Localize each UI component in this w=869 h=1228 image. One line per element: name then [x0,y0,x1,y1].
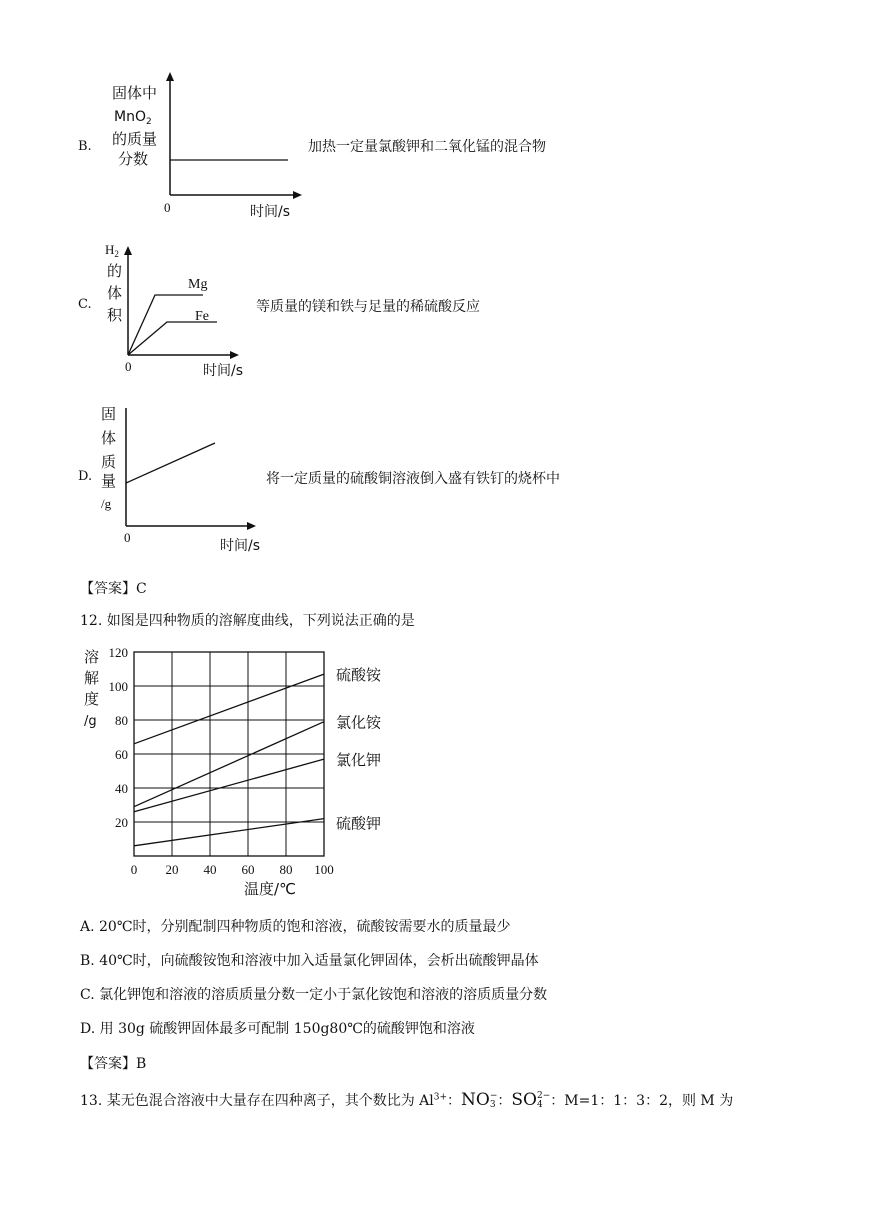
option-d-ylabel-4: 量 [101,472,117,490]
nitrate-ion: NO − 3 [461,1090,498,1110]
option-b-y-arrow [166,72,174,81]
chart-y-axis-label [84,648,99,729]
option-c-y-arrow [124,246,132,255]
chart-y-label-part-1: 解 [84,669,100,687]
chart-x-tick-0: 0 [130,862,138,877]
chart-y-label-part-2: 度 [84,690,100,708]
chart-series-line-1 [134,722,324,807]
chart-series-line-3 [134,819,324,846]
option-b-ylabel-3: 的质量 [112,130,158,148]
option-c-x-arrow [230,351,239,359]
chart-series-names [336,666,382,833]
chart-y-tick-1: 40 [115,781,128,796]
option-b-label: B. [78,139,92,154]
option-c-ylabel-4: 积 [107,306,123,324]
option-d-curve [126,443,215,483]
option-c-xlabel: 时间/s [203,363,244,379]
option-d-origin: 0 [124,530,131,545]
option-c-label: C. [78,297,92,312]
option-d-x-arrow [247,522,256,530]
answer-12: 【答案】B [80,1056,147,1072]
option-c-ylabel-3: 体 [107,284,123,302]
option-b-ylabel-1: 固体中 [112,84,158,102]
option-d-graph [98,400,273,560]
chart-x-tick-3: 60 [241,862,255,877]
option-d-ylabel-3: 质 [101,453,117,471]
option-d-xlabel: 时间/s [220,538,261,554]
option-c-series-fe: Fe [195,309,209,324]
separator-1: ： [447,1093,462,1109]
chart-y-tick-0: 20 [115,815,128,830]
solubility-chart [80,642,400,904]
chart-y-tick-4: 100 [108,679,128,694]
chart-x-tick-4: 80 [279,862,293,877]
chart-series-line-0 [134,674,324,744]
option-c-ylabel-2: 的 [107,262,123,280]
chart-x-tick-2: 40 [203,862,217,877]
chart-tick-labels [109,645,334,877]
chart-y-label-part-0: 溶 [84,648,100,666]
option-c-series-mg: Mg [188,277,208,292]
chart-grid [134,652,324,856]
chart-y-tick-3: 80 [115,713,128,728]
option-b-xlabel: 时间/s [250,204,291,220]
separator-2: ： [497,1093,512,1109]
question-12-option-c: C. 氯化钾饱和溶液的溶质质量分数一定小于氯化铵饱和溶液的溶质质量分数 [80,987,548,1003]
question-13 [80,1090,733,1110]
option-d-ylabel-5: /g [101,496,112,511]
chart-y-tick-2: 60 [115,747,128,762]
option-c-ylabel-1: $H_2$ [105,242,119,259]
chart-y-tick-5: 120 [108,645,128,660]
chart-series-name-1: 氯化铵 [336,713,382,732]
chart-series-lines [134,674,324,846]
option-b-x-arrow [293,191,302,199]
option-c-description: 等质量的镁和铁与足量的稀硫酸反应 [256,299,480,315]
question-13-prefix: 13. 某无色混合溶液中大量存在四种离子，其个数比为 Al [80,1093,434,1109]
chart-x-tick-1: 20 [165,862,179,877]
question-12-option-a: A. 20℃时，分别配制四种物质的饱和溶液，硫酸铵需要水的质量最少 [80,919,511,935]
option-b-origin: 0 [164,200,171,215]
chart-series-line-2 [134,759,324,812]
answer-11: 【答案】C [80,581,147,597]
chart-series-name-0: 硫酸铵 [336,666,382,685]
option-b-description: 加热一定量氯酸钾和二氧化锰的混合物 [308,139,546,155]
option-b-graph [100,68,310,223]
question-12-option-b: B. 40℃时，向硫酸铵饱和溶液中加入适量氯化钾固体，会析出硫酸钾晶体 [80,953,539,969]
question-12-stem: 12. 如图是四种物质的溶解度曲线，下列说法正确的是 [80,613,415,629]
option-d-ylabel-1: 固 [101,405,117,423]
option-c-graph [100,236,260,381]
chart-y-label-part-3: /g [84,714,97,729]
option-c-origin: 0 [125,359,132,374]
chart-x-tick-5: 100 [314,862,334,877]
question-12-option-d: D. 用 30g 硫酸钾固体最多可配制 150g80℃的硫酸钾饱和溶液 [80,1021,475,1037]
chart-series-name-3: 硫酸钾 [336,814,382,833]
chart-series-name-2: 氯化钾 [336,751,382,770]
question-13-suffix: ：M=1：1：3：2，则 M 为 [550,1093,734,1109]
al-charge: 3+ [433,1092,448,1103]
option-d-description: 将一定质量的硫酸铜溶液倒入盛有铁钉的烧杯中 [266,471,560,487]
chart-x-axis-label: 温度/℃ [244,880,296,898]
option-d-ylabel-2: 体 [101,429,117,447]
option-c-fe-curve [128,322,217,355]
sulfate-ion: SO 2− 4 [511,1090,551,1110]
option-d-label: D. [78,469,93,484]
option-b-ylabel-4: 分数 [118,150,149,168]
option-b-ylabel-2: MnO$_2$ [114,109,152,127]
